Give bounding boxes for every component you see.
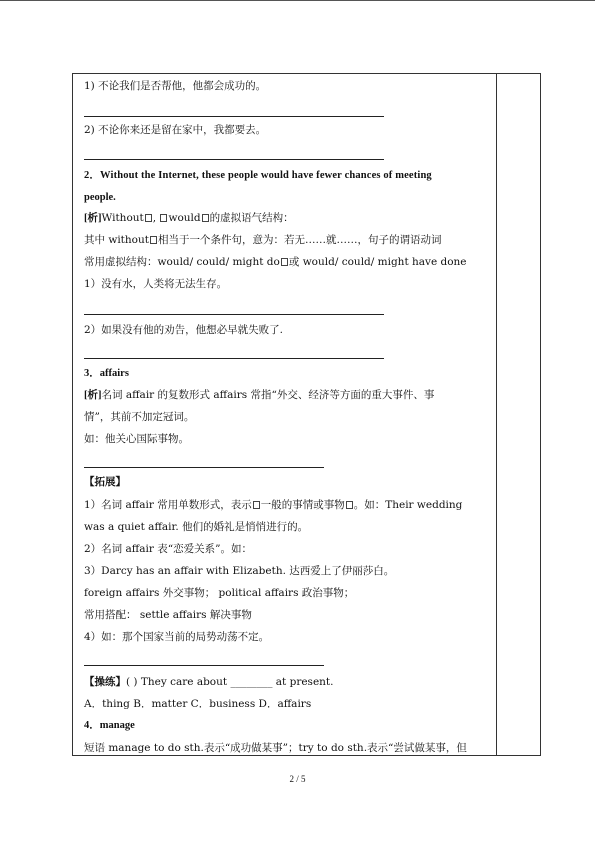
section-3-analysis-cont: 情”，其前不加定冠词。 [84,411,195,423]
section-2-title-cont: people. [84,192,116,203]
practice-label: 【操练】 [84,677,126,688]
extension-item-1: 1）名词 affair 常用单数形式，表示 一般的事情或事物 。如：Their wedding [84,499,463,511]
answer-blank-4[interactable] [84,358,384,359]
section-2-analysis: [析]Without , would 的虚拟语气结构： [84,212,294,224]
blank-box-icon [281,258,288,266]
answer-blank-1[interactable] [84,116,384,117]
exercise-line-2: 2) 不论你来还是留在家中，我都要去。 [84,124,267,136]
section-3-title: 3．affairs [84,368,129,379]
extension-label: 【拓展】 [84,477,126,488]
section-2-para-1: 其中 without 相当于一个条件句，意为：若无……就……，句子的谓语动词 [84,234,442,246]
page-top-rule [0,0,595,1]
practice-question: 【操练】( ) They care about ________ at present. [84,676,334,688]
table-column-divider [496,73,497,756]
section-3-example: 如：他关心国际事物。 [84,433,189,445]
answer-blank-3[interactable] [84,314,384,315]
answer-blank-2[interactable] [84,159,384,160]
practice-options: A．thing B．matter C．business D．affairs [84,698,312,710]
blank-box-icon [160,214,167,222]
answer-blank-6[interactable] [84,665,324,666]
section-4-title: 4．manage [84,720,135,731]
analysis-tag: [析] [84,213,102,224]
extension-item-1-cont: was a quiet affair. 他们的婚礼是悄悄进行的。 [84,521,309,533]
extension-item-2: 2）名词 affair 表“恋爱关系”。如： [84,543,252,555]
extension-item-3: 3）Darcy has an affair with Elizabeth. 达西爱上了伊丽莎白。 [84,565,395,577]
page-number: 2 / 5 [289,774,306,784]
section-2-question-2: 2）如果没有他的劝告，他想必早就失败了. [84,324,284,336]
exercise-line-1: 1) 不论我们是否帮他，他都会成功的。 [84,80,267,92]
extension-item-6: 4）如：那个国家当前的局势动荡不定。 [84,631,270,643]
section-2-title: 2．Without the Internet, these people would have fewer chances of meeting [84,170,432,181]
blank-box-icon [150,236,157,244]
blank-box-icon [202,214,209,222]
section-2-para-2: 常用虚拟结构：would/ could/ might do 或 would/ could/ might have done [84,256,467,268]
blank-box-icon [253,501,260,509]
answer-blank-5[interactable] [84,467,324,468]
extension-item-5: 常用搭配： settle affairs 解决事物 [84,609,252,621]
section-4-text: 短语 manage to do sth.表示“成功做某事”；try to do sth.表示“尝试做某事，但 [84,742,467,754]
analysis-tag: [析] [84,390,102,401]
section-3-analysis: [析]名词 affair 的复数形式 affairs 常指“外交、经济等方面的重大事件、事 [84,389,435,401]
blank-box-icon [145,214,152,222]
extension-item-4: foreign affairs 外交事物； political affairs 政治事物； [84,587,355,599]
section-2-question-1: 1）没有水，人类将无法生存。 [84,278,228,290]
blank-box-icon [346,501,353,509]
